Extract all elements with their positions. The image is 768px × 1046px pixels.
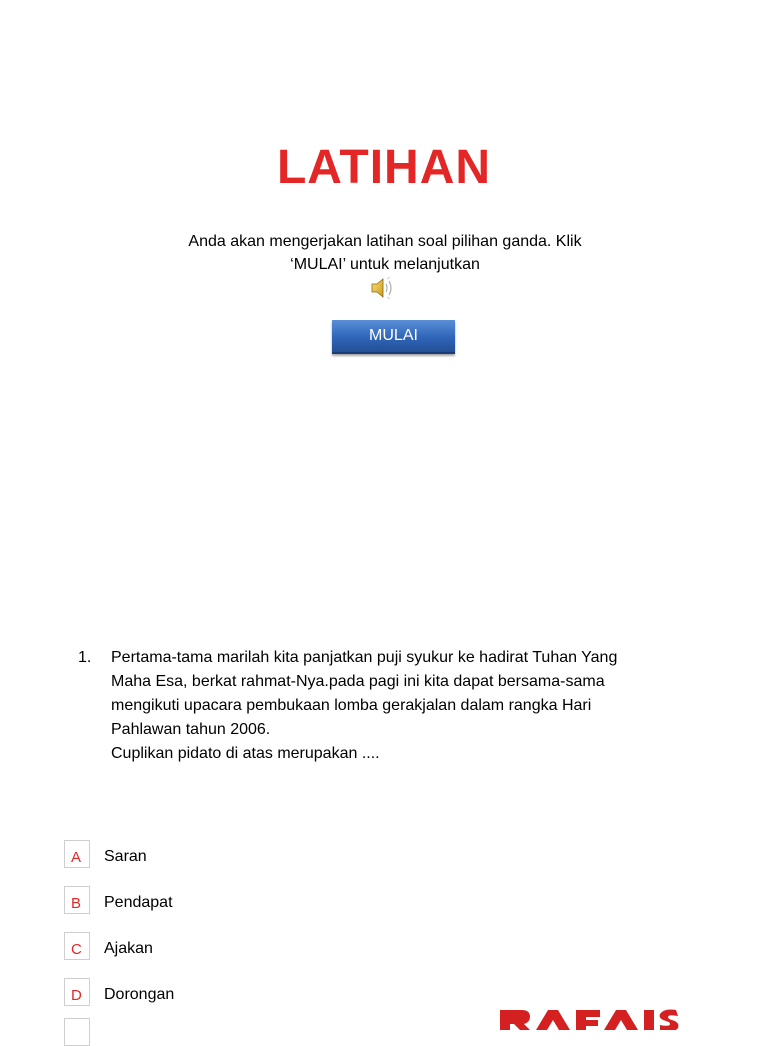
option-d-text: Dorongan [104,986,175,1003]
question-text [111,646,691,766]
option-e-button[interactable] [64,1018,90,1046]
option-a-text: Saran [104,848,147,865]
brand-logo-partial [500,1000,680,1030]
question-line: mengikuti upacara pembukaan lomba gerakjalan dalam rangka Hari [111,697,592,714]
question-line: Cuplikan pidato di atas merupakan .... [111,745,380,762]
intro-line-1: Anda akan mengerjakan latihan soal pilihan ganda. Klik [188,233,582,250]
option-b-button[interactable]: B [64,886,90,914]
option-b-text: Pendapat [104,894,173,911]
question-line: Pahlawan tahun 2006. [111,721,271,738]
intro-line-2: ‘MULAI’ untuk melanjutkan [290,256,480,273]
speaker-icon[interactable] [370,276,396,300]
question-line: Maha Esa, berkat rahmat-Nya.pada pagi ini kita dapat bersama-sama [111,673,605,690]
option-d-button[interactable]: D [64,978,90,1006]
option-b [64,886,264,914]
question-number: 1. [78,649,92,666]
option-d [64,978,264,1006]
question-line: Pertama-tama marilah kita panjatkan puji syukur ke hadirat Tuhan Yang [111,649,618,666]
intro-text [140,230,630,276]
option-c-button[interactable]: C [64,932,90,960]
option-c-text: Ajakan [104,940,153,957]
option-c [64,932,264,960]
option-e [64,1018,264,1046]
start-button[interactable]: MULAI [332,320,455,354]
option-a-button[interactable]: A [64,840,90,868]
option-a [64,840,264,868]
page-title: LATIHAN [276,141,492,194]
